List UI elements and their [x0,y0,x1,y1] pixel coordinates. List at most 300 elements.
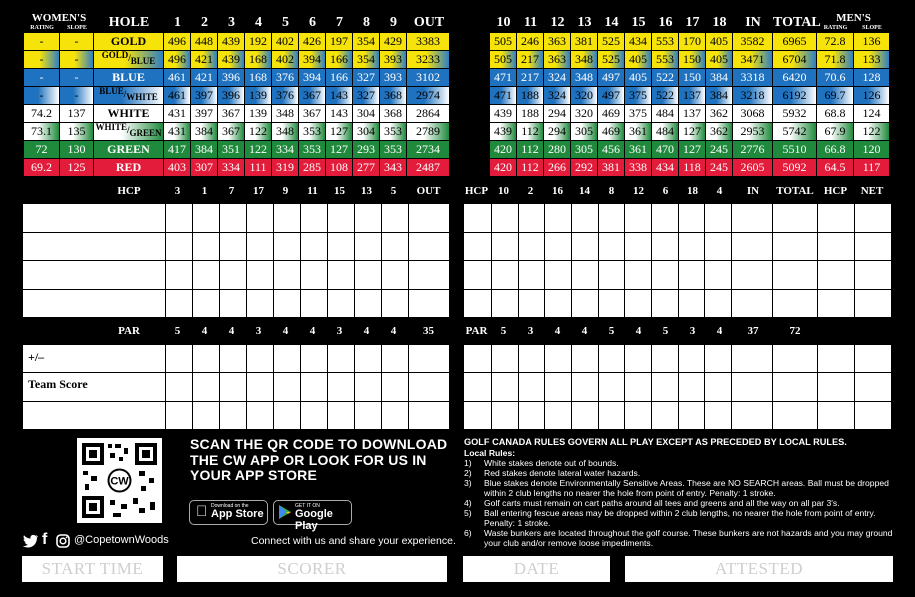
par-value: 3 [255,325,262,337]
yardage-cell: 245 [706,141,733,158]
womens-slope-header: SLOPE [67,25,87,31]
hole-number-header: 3 [228,15,235,30]
rules-subtitle: Local Rules: [464,448,516,458]
yardage-cell: 403 [164,159,191,176]
womens-slope: 125 [60,159,94,176]
hcp-back-label: HCP [464,185,489,197]
plus-minus-label: +/– [28,350,45,364]
hole-number-header: 16 [658,15,673,30]
yardage-cell: 368 [380,87,407,104]
out-yardage: 2789 [407,123,450,140]
in-yardage: 3068 [733,105,773,122]
mens-rating: 69.7 [817,87,854,104]
yardage-cell: 522 [652,87,679,104]
yardage-cell: 420 [490,159,517,176]
hcp-value: 9 [282,185,289,197]
yardage-cell: 376 [272,69,299,86]
yardage-cell: 393 [380,69,407,86]
yardage-cell: 150 [679,51,706,68]
twitter-icon[interactable] [22,534,38,548]
womens-rating: - [24,33,60,50]
promo-line-2: THE CW APP OR LOOK FOR US IN [190,451,427,468]
par-total: 72 [789,325,801,337]
rule-item [464,508,894,528]
yardage-cell: 294 [544,105,571,122]
hcp-value: 3 [174,185,181,197]
tee-name [94,51,164,68]
yardage-cell: 338 [625,159,652,176]
yardage-cell: 137 [679,87,706,104]
yardage-cell: 471 [490,87,517,104]
rule-text: Ball entering fescue areas may be dropped within 2 club lengths, no nearer the hole from point of entry. Penalty: 1 stroke. [484,508,876,528]
attested-field[interactable]: ATTESTED [625,556,893,582]
scorer-field[interactable]: SCORER [177,556,447,582]
womens-rating: - [24,69,60,86]
par-value: 4 [716,325,723,337]
back-plusminus-grid[interactable] [463,344,892,430]
front-score-grid[interactable] [22,203,450,318]
total-yardage: 6704 [773,51,817,68]
hcp-value: 8 [608,185,615,197]
yardage-cell: 280 [544,141,571,158]
social-handle[interactable]: @CopetownWoods [74,534,169,546]
womens-rating: 73.1 [24,123,60,140]
hcp-value: 1 [201,185,208,197]
yardage-cell: 188 [517,105,544,122]
hcp-value: 18 [687,185,698,197]
yardage-cell: 505 [490,33,517,50]
womens-rating: 72 [24,141,60,158]
yardage-cell: 367 [299,105,326,122]
par-value: 3 [689,325,696,337]
in-yardage: 3582 [733,33,773,50]
yardage-cell: 363 [544,51,571,68]
yardage-cell: 470 [652,141,679,158]
qr-logo-text: CW [110,475,129,488]
rule-number: 4) [464,498,472,508]
yardage-cell: 368 [380,105,407,122]
yardage-cell: 327 [353,69,380,86]
hole-number-header: 4 [255,15,262,30]
mens-slope-header: SLOPE [862,25,882,31]
rule-item [464,458,894,468]
mens-rating-header: RATING [823,25,848,31]
mens-slope: 120 [854,141,890,158]
mens-rating: 66.8 [817,141,854,158]
hcp-value: 10 [498,185,509,197]
out-yardage: 3383 [407,33,450,50]
yardage-cell: 434 [652,159,679,176]
hole-number-header: 10 [496,15,511,30]
total-yardage: 5742 [773,123,817,140]
yardage-cell: 118 [679,159,706,176]
hcp-hcp-label: HCP [823,185,848,197]
yardage-cell: 393 [380,51,407,68]
yardage-cell: 354 [353,51,380,68]
yardage-cell: 143 [326,87,353,104]
yardage-cell: 324 [544,69,571,86]
yardage-cell: 320 [571,87,598,104]
par-value: 5 [662,325,669,337]
yardage-cell: 362 [706,105,733,122]
yardage-cell: 122 [245,141,272,158]
hcp-value: 7 [228,185,235,197]
yardage-cell: 324 [544,87,571,104]
yardage-cell: 354 [353,33,380,50]
par-in: 37 [747,325,759,337]
hole-number-header: 2 [201,15,208,30]
yardage-cell: 320 [571,105,598,122]
out-yardage: 3102 [407,69,450,86]
yardage-cell: 405 [625,51,652,68]
yardage-cell: 353 [380,141,407,158]
yardage-cell: 367 [218,123,245,140]
yardage-cell: 166 [326,69,353,86]
out-yardage: 3233 [407,51,450,68]
yardage-cell: 420 [490,141,517,158]
google-play-small: GET IT ON [295,503,320,509]
yardage-cell: 111 [245,159,272,176]
hcp-value: 2 [527,185,534,197]
yardage-cell: 367 [218,105,245,122]
yardage-cell: 405 [625,69,652,86]
tee-name-slash: / [126,125,130,135]
par-value: 5 [608,325,615,337]
mens-slope: 122 [854,123,890,140]
yardage-cell: 421 [191,69,218,86]
yardage-cell: 192 [245,33,272,50]
yardage-cell: 245 [706,159,733,176]
par-value: 4 [309,325,316,337]
yardage-cell: 246 [517,33,544,50]
mens-slope: 128 [854,69,890,86]
mens-slope: 136 [854,33,890,50]
yardage-cell: 461 [164,87,191,104]
womens-slope: - [60,87,94,104]
tee-name-secondary: WHITE [126,92,158,102]
yardage-cell: 505 [490,51,517,68]
out-header: OUT [413,15,445,30]
yardage-cell: 305 [571,141,598,158]
rule-text: White stakes denote out of bounds. [484,458,619,468]
hcp-total-label: TOTAL [776,185,814,197]
yardage-cell: 348 [272,105,299,122]
womens-slope: - [60,69,94,86]
tee-name: GOLD [94,33,164,50]
yardage-cell: 384 [191,123,218,140]
yardage-cell: 292 [571,159,598,176]
tee-name [94,87,164,104]
womens-slope: - [60,51,94,68]
yardage-cell: 448 [191,33,218,50]
total-yardage: 6420 [773,69,817,86]
yardage-cell: 375 [625,105,652,122]
womens-rating-header: RATING [30,25,54,31]
yardage-cell: 353 [299,141,326,158]
google-play-label: Google Play [295,508,333,532]
yardage-cell: 334 [218,159,245,176]
par-value: 5 [174,325,181,337]
rule-number: 5) [464,508,472,518]
tee-name-secondary: GREEN [129,128,162,138]
yardage-cell: 139 [245,87,272,104]
yardage-cell: 417 [164,141,191,158]
yardage-cell: 394 [299,69,326,86]
womens-rating: 74.2 [24,105,60,122]
date-field[interactable]: DATE [463,556,610,582]
yardage-cell: 361 [625,141,652,158]
yardage-cell: 553 [652,33,679,50]
yardage-cell: 305 [571,123,598,140]
mens-rating: 70.6 [817,69,854,86]
yardage-cell: 348 [571,51,598,68]
womens-slope: 135 [60,123,94,140]
yardage-cell: 434 [625,33,652,50]
yardage-cell: 127 [326,141,353,158]
yardage-cell: 112 [517,141,544,158]
hcp-value: 11 [307,185,318,197]
hole-number-header: 14 [604,15,619,30]
par-value: 3 [527,325,534,337]
yardage-cell: 348 [571,69,598,86]
rules-title: GOLF CANADA RULES GOVERN ALL PLAY EXCEPT AS PRECEDED BY LOCAL RULES. [464,437,847,447]
rule-text: Blue stakes denote Environmentally Sensitive Areas. These are NO SEARCH areas. Ball must be dropped within 2 club lengths no nearer the hole from point of entry. Penalty: 1 stroke. [484,478,889,498]
mens-rating: 72.8 [817,33,854,50]
hole-number-header: 5 [282,15,289,30]
yardage-cell: 343 [380,159,407,176]
total-yardage: 5510 [773,141,817,158]
in-yardage: 2953 [733,123,773,140]
hcp-net-label: NET [860,185,884,197]
rule-item [464,478,894,498]
rule-text: Red stakes denote lateral water hazards. [484,468,641,478]
promo-line-1: SCAN THE QR CODE TO DOWNLOAD [190,436,448,452]
total-yardage: 5092 [773,159,817,176]
hcp-value: 4 [716,185,723,197]
yardage-cell: 304 [353,123,380,140]
connect-text: Connect with us and share your experience. [251,535,456,547]
womens-slope: 130 [60,141,94,158]
yardage-cell: 168 [245,51,272,68]
hole-header: HOLE [108,15,150,30]
qr-code[interactable] [77,438,162,523]
yardage-cell: 553 [652,51,679,68]
yardage-cell: 402 [272,33,299,50]
yardage-cell: 112 [517,123,544,140]
hcp-label: HCP [117,185,141,197]
out-yardage: 2734 [407,141,450,158]
par-value: 4 [635,325,642,337]
yardage-cell: 469 [598,105,625,122]
yardage-cell: 496 [164,51,191,68]
team-score-label: Team Score [28,377,88,391]
app-store-small: Download on the [211,503,249,509]
yardage-cell: 381 [571,33,598,50]
tee-name: BLUE [94,69,164,86]
yardage-cell: 188 [517,87,544,104]
yardage-cell: 397 [191,105,218,122]
total-yardage: 6965 [773,33,817,50]
rule-text: Waste bunkers are located throughout the golf course. These bunkers are not hazards and you may ground your club and/or remove loose impediments. [484,528,893,548]
yardage-cell: 143 [326,105,353,122]
tee-name-primary: WHITE [95,123,127,132]
yardage-cell: 168 [245,69,272,86]
yardage-cell: 362 [706,123,733,140]
womens-header: WOMEN'S [31,12,87,24]
yardage-cell: 351 [218,141,245,158]
yardage-cell: 139 [245,105,272,122]
yardage-cell: 471 [490,69,517,86]
hole-number-header: 13 [577,15,592,30]
yardage-cell: 137 [679,105,706,122]
yardage-cell: 397 [191,87,218,104]
yardage-cell: 461 [164,69,191,86]
in-yardage: 2776 [733,141,773,158]
yardage-cell: 127 [679,123,706,140]
yardage-cell: 384 [706,87,733,104]
yardage-cell: 405 [706,51,733,68]
par-out: 35 [423,325,434,337]
hcp-value: 12 [633,185,644,197]
yardage-cell: 285 [299,159,326,176]
yardage-cell: 384 [706,69,733,86]
rule-number: 6) [464,528,472,538]
mens-rating: 71.8 [817,51,854,68]
womens-rating: - [24,87,60,104]
hole-number-header: 6 [309,15,316,30]
yardage-cell: 376 [272,87,299,104]
start-time-field[interactable]: START TIME [22,556,163,582]
hole-number-header: 8 [363,15,370,30]
hole-number-header: 17 [685,15,700,30]
instagram-icon[interactable] [56,534,70,548]
yardage-cell: 402 [272,51,299,68]
yardage-cell: 304 [353,105,380,122]
rule-item [464,498,894,508]
yardage-cell: 497 [598,87,625,104]
hole-number-header: 15 [631,15,646,30]
tee-name [94,123,164,140]
hcp-value: 15 [334,185,345,197]
rule-number: 3) [464,478,472,488]
yardage-cell: 166 [326,51,353,68]
yardage-cell: 522 [652,69,679,86]
womens-rating: 69.2 [24,159,60,176]
tee-name-slash: / [123,89,127,99]
yardage-cell: 361 [625,123,652,140]
hole-number-header: 1 [174,15,181,30]
local-rules [464,437,894,548]
app-store-button[interactable] [189,500,268,525]
yardage-cell: 439 [490,123,517,140]
yardage-cell: 421 [191,51,218,68]
tee-name: GREEN [94,141,164,158]
google-play-button[interactable] [273,500,352,532]
yardage-cell: 375 [625,87,652,104]
hcp-value: 6 [662,185,669,197]
yardage-cell: 405 [706,33,733,50]
yardage-cell: 327 [353,87,380,104]
par-value: 4 [201,325,208,337]
in-yardage: 3318 [733,69,773,86]
mens-slope: 124 [854,105,890,122]
out-yardage: 2974 [407,87,450,104]
hole-number-header: 18 [712,15,727,30]
yardage-cell: 266 [544,159,571,176]
yardage-cell: 319 [272,159,299,176]
hcp-value: 13 [361,185,372,197]
mens-rating: 64.5 [817,159,854,176]
tee-name-secondary: BLUE [130,56,156,66]
hole-number-header: 7 [336,15,343,30]
hcp-value: 5 [390,185,397,197]
yardage-cell: 293 [353,141,380,158]
in-yardage: 3218 [733,87,773,104]
yardage-cell: 431 [164,105,191,122]
yardage-cell: 334 [272,141,299,158]
yardage-cell: 363 [544,33,571,50]
yardage-cell: 439 [218,51,245,68]
tee-name: RED [94,159,164,176]
app-store-label: App Store [211,508,264,520]
mens-slope: 117 [854,159,890,176]
yardage-cell: 122 [245,123,272,140]
tee-name: WHITE [94,105,164,122]
yardage-cell: 197 [326,33,353,50]
hcp-value: 17 [253,185,264,197]
hole-number-header: 12 [550,15,565,30]
promo-text [190,437,447,484]
out-yardage: 2487 [407,159,450,176]
yardage-cell: 127 [679,141,706,158]
mens-rating: 67.9 [817,123,854,140]
par-value: 4 [581,325,588,337]
total-yardage: 5932 [773,105,817,122]
yardage-cell: 170 [679,33,706,50]
yardage-cell: 439 [490,105,517,122]
yardage-cell: 108 [326,159,353,176]
rule-text: Golf carts must remain on cart paths around all tees and greens and all the way on all par 3's. [484,498,840,508]
out-yardage: 2864 [407,105,450,122]
hcp-value: 16 [552,185,563,197]
yardage-cell: 497 [598,69,625,86]
womens-slope: - [60,33,94,50]
par-value: 4 [282,325,289,337]
par-value: 4 [554,325,561,337]
yardage-cell: 277 [353,159,380,176]
yardage-cell: 456 [598,141,625,158]
hole-number-header: 9 [390,15,397,30]
par-value: 3 [336,325,343,337]
yardage-cell: 348 [272,123,299,140]
yardage-cell: 112 [517,159,544,176]
in-header: IN [745,15,761,30]
tee-name-slash: / [128,53,131,63]
total-header: TOTAL [773,15,821,30]
mens-slope: 133 [854,51,890,68]
mens-slope: 126 [854,87,890,104]
promo-line-3: YOUR APP STORE [190,467,318,483]
par-back-label: PAR [465,325,488,337]
yardage-cell: 217 [517,69,544,86]
yardage-cell: 426 [299,33,326,50]
yardage-cell: 381 [598,159,625,176]
facebook-icon[interactable]: f [42,531,48,548]
yardage-cell: 496 [164,33,191,50]
google-play-icon [279,505,291,519]
in-yardage: 2605 [733,159,773,176]
back-score-grid[interactable] [463,203,892,318]
